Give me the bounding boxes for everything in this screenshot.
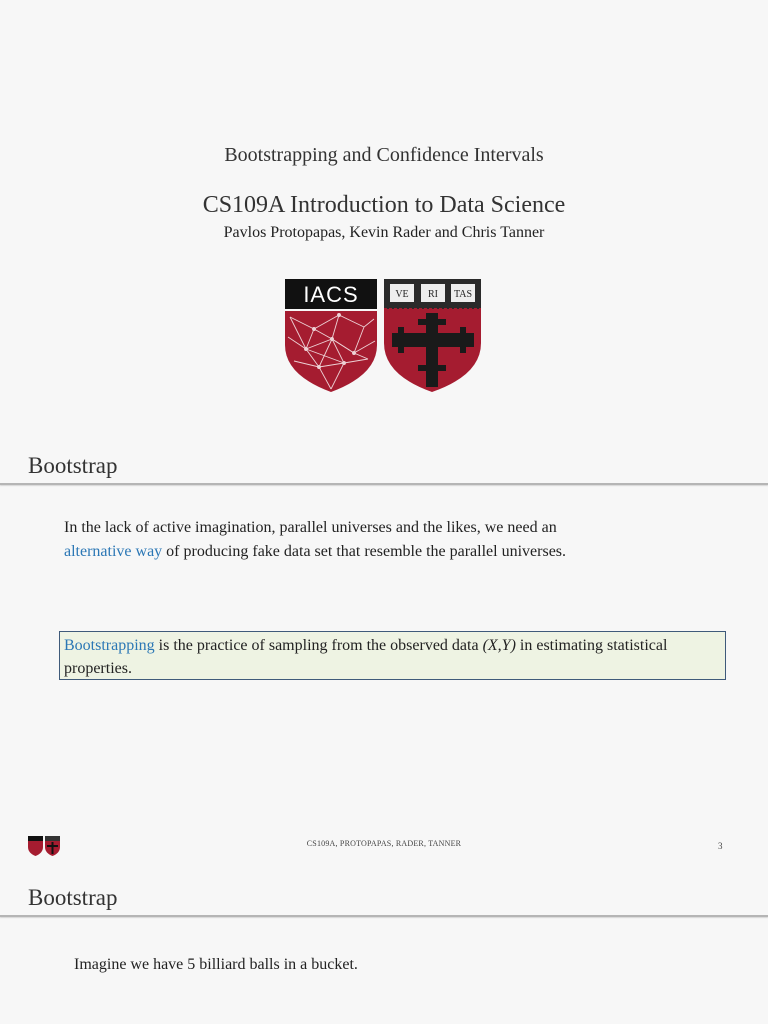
page-number: 3	[718, 841, 723, 851]
iacs-harvard-logo	[284, 279, 482, 393]
highlighted-term: Bootstrapping	[64, 637, 155, 654]
svg-text:VE: VE	[395, 289, 409, 300]
slide-subtitle: Bootstrapping and Confidence Intervals	[224, 144, 544, 166]
math-expression: (X,Y)	[482, 637, 516, 654]
slide-heading: Bootstrap	[28, 885, 118, 910]
slide-divider	[0, 483, 768, 485]
harvard-shield-icon	[384, 279, 481, 392]
slide-heading: Bootstrap	[28, 453, 118, 478]
definition-text: is the practice of sampling from the observed data	[154, 637, 483, 654]
slide-divider	[0, 915, 768, 917]
iacs-logo-text: IACS	[303, 282, 359, 307]
footer-text: CS109A, PROTOPAPAS, RADER, TANNER	[306, 839, 462, 848]
svg-text:TAS: TAS	[453, 289, 473, 300]
iacs-shield-icon	[285, 279, 377, 392]
paragraph-text: of producing fake data set that resemble the parallel universes.	[162, 543, 567, 560]
definition-box	[59, 631, 726, 680]
slide-authors: Pavlos Protopapas, Kevin Rader and Chris Tanner	[223, 224, 545, 241]
definition-text: in estimating statistical properties.	[64, 637, 668, 677]
slide-paragraph	[64, 516, 724, 564]
svg-text:RI: RI	[428, 289, 438, 300]
slide-course-title: CS109A Introduction to Data Science	[202, 192, 566, 218]
paragraph-text: In the lack of active imagination, parallel universes and the likes, we need an	[64, 519, 557, 536]
slide-paragraph: Imagine we have 5 billiard balls in a bucket.	[74, 956, 358, 973]
highlighted-term: alternative way	[64, 543, 163, 560]
